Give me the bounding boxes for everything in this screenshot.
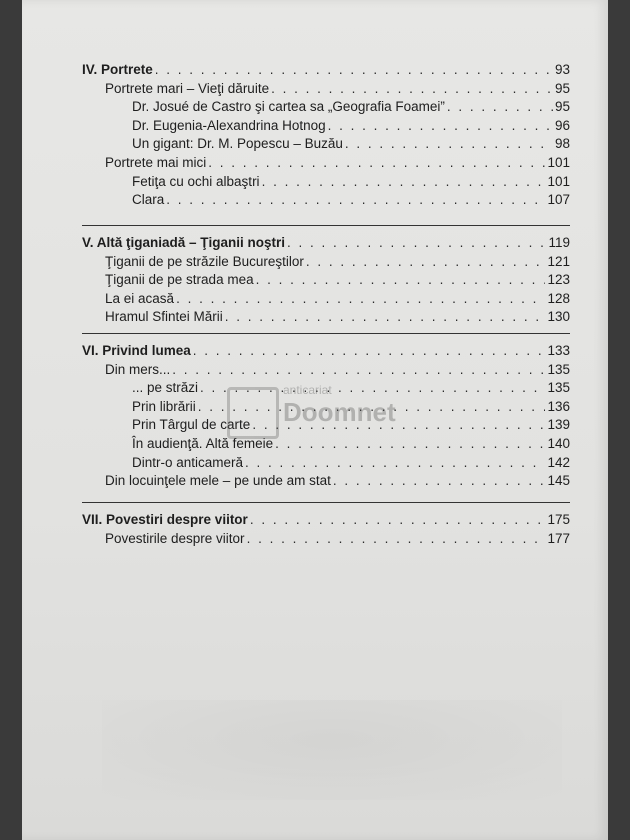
bleed-through-shadow bbox=[102, 700, 562, 800]
toc-page-number: 133 bbox=[547, 343, 570, 358]
toc-entry-title: Prin Târgul de carte bbox=[132, 417, 251, 433]
toc-entry bbox=[105, 531, 570, 547]
toc-section-heading bbox=[82, 235, 570, 251]
toc-entry bbox=[105, 362, 570, 378]
dot-leader bbox=[193, 343, 546, 359]
dot-leader bbox=[250, 512, 546, 528]
toc-section-heading bbox=[82, 512, 570, 528]
toc-entry bbox=[132, 99, 570, 115]
watermark-small-text: anticariat bbox=[283, 383, 332, 397]
dot-leader bbox=[275, 436, 545, 452]
toc-entry bbox=[132, 174, 570, 190]
toc-page-number: 95 bbox=[554, 99, 570, 115]
toc-entry-title: Dr. Josué de Castro şi cartea sa „Geografia Foamei” bbox=[132, 99, 445, 115]
toc-page-number: 93 bbox=[554, 62, 570, 77]
dot-leader bbox=[245, 455, 545, 471]
toc-page-number: 101 bbox=[547, 155, 570, 170]
toc-page-number: 95 bbox=[554, 80, 570, 96]
dot-leader bbox=[447, 99, 553, 115]
toc-entry-title: Dintr-o anticameră bbox=[132, 454, 244, 470]
toc-entry-title: IV. Portrete bbox=[82, 62, 153, 77]
dot-leader bbox=[256, 272, 546, 288]
section-divider bbox=[82, 333, 570, 334]
watermark-logo bbox=[227, 383, 407, 437]
toc-page-number: 177 bbox=[547, 530, 570, 546]
toc-entry bbox=[132, 436, 570, 452]
toc-entry-title: Dr. Eugenia-Alexandrina Hotnog bbox=[132, 117, 326, 133]
dot-leader bbox=[306, 254, 546, 270]
dot-leader bbox=[287, 235, 546, 251]
toc-entry-title: Portrete mari – Vieţi dăruite bbox=[105, 80, 270, 96]
toc-entry-title: Portrete mai mici bbox=[105, 155, 207, 170]
dot-leader bbox=[176, 291, 545, 307]
toc-page-number: 175 bbox=[547, 512, 570, 527]
toc-page-number: 101 bbox=[547, 173, 570, 189]
toc-entry bbox=[105, 155, 570, 171]
toc-page-number: 98 bbox=[554, 136, 570, 152]
toc-page-number: 140 bbox=[547, 436, 570, 451]
toc-page-number: 136 bbox=[547, 398, 570, 414]
toc-page-number: 139 bbox=[547, 417, 570, 433]
toc-page-number: 121 bbox=[547, 253, 570, 269]
dot-leader bbox=[225, 309, 546, 325]
toc-entry-title: Din mers... bbox=[105, 361, 171, 377]
toc-page-number: 145 bbox=[547, 473, 570, 489]
toc-entry-title: Prin librării bbox=[132, 398, 196, 414]
toc-entry-title: La ei acasă bbox=[105, 290, 175, 306]
dot-leader bbox=[345, 136, 553, 152]
toc-entry bbox=[132, 455, 570, 471]
toc-entry bbox=[132, 136, 570, 152]
dot-leader bbox=[328, 118, 553, 134]
toc-entry-title: Ţiganii de pe străzile Bucureştilor bbox=[105, 253, 304, 269]
watermark-big-text: Doomnet bbox=[283, 397, 396, 427]
toc-entry-title: Ţiganii de pe strada mea bbox=[105, 272, 254, 288]
toc-page-number: 123 bbox=[547, 272, 570, 288]
section-divider bbox=[82, 502, 570, 503]
toc-entry-title: Fetiţa cu ochi albaştri bbox=[132, 173, 260, 189]
toc-entry bbox=[105, 254, 570, 270]
toc-section-heading bbox=[82, 62, 570, 78]
toc-entry bbox=[132, 192, 570, 208]
dot-leader bbox=[208, 155, 545, 171]
toc-entry-title: VI. Privind lumea bbox=[82, 343, 191, 358]
toc-page-number: 135 bbox=[547, 361, 570, 377]
toc-entry-title: ... pe străzi bbox=[132, 380, 199, 396]
dot-leader bbox=[172, 362, 545, 378]
toc-entry-title: VII. Povestiri despre viitor bbox=[82, 512, 248, 527]
toc-entry bbox=[105, 309, 570, 325]
dot-leader bbox=[247, 531, 546, 547]
toc-section-heading bbox=[82, 343, 570, 359]
toc-page-number: 135 bbox=[547, 380, 570, 396]
toc-entry bbox=[105, 473, 570, 489]
toc-page-number: 128 bbox=[547, 290, 570, 306]
toc-entry bbox=[105, 291, 570, 307]
toc-entry-title: Clara bbox=[132, 192, 165, 208]
toc-entry-title: Povestirile despre viitor bbox=[105, 530, 245, 546]
watermark-book-icon bbox=[227, 387, 279, 439]
dot-leader bbox=[333, 473, 546, 489]
dot-leader bbox=[262, 174, 546, 190]
toc-entry bbox=[105, 81, 570, 97]
toc-entry-title: Din locuinţele mele – pe unde am stat bbox=[105, 473, 331, 489]
toc-page-number: 130 bbox=[547, 309, 570, 325]
toc-entry-title: Hramul Sfintei Mării bbox=[105, 309, 223, 325]
toc-entry-title: Un gigant: Dr. M. Popescu – Buzău bbox=[132, 136, 343, 152]
toc-entry-title: V. Altă ţiganiadă – Ţiganii noştri bbox=[82, 235, 286, 250]
toc-entry-title: În audienţă. Altă femeie bbox=[132, 436, 274, 451]
toc-entry bbox=[132, 118, 570, 134]
dot-leader bbox=[166, 192, 545, 208]
toc-entry bbox=[105, 272, 570, 288]
toc-page-number: 119 bbox=[548, 235, 570, 250]
dot-leader bbox=[155, 62, 553, 78]
toc-page-number: 96 bbox=[554, 117, 570, 133]
dot-leader bbox=[271, 81, 553, 97]
toc-page-number: 107 bbox=[547, 192, 570, 208]
book-page bbox=[22, 0, 608, 840]
section-divider bbox=[82, 225, 570, 226]
toc-page-number: 142 bbox=[547, 454, 570, 470]
